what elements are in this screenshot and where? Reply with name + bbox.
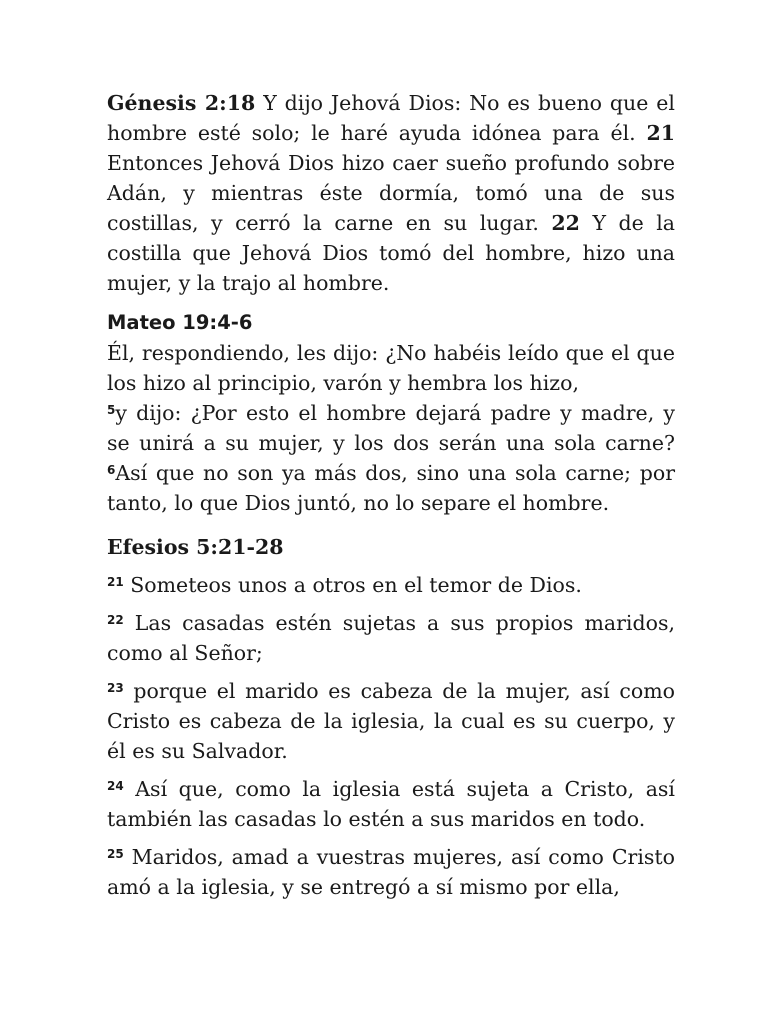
efesios-verse-text: Someteos unos a otros en el temor de Dios. [130,573,582,597]
mateo-verse-6-number: 6 [107,463,116,477]
genesis-verse-22: Y de la costilla que Jehová Dios tomó del hombre, hizo una mujer, y la trajo al hombre. [107,211,675,295]
genesis-verse-21-number: 21 [646,121,675,145]
document-page [107,88,675,902]
efesios-verse [107,774,675,834]
mateo-verse-5-number: 5 [107,403,116,417]
mateo-verse-5: y dijo: ¿Por esto el hombre dejará padre y madre, y se unirá a su mujer, y los dos serán una sola carne? [107,401,675,455]
efesios-verse-text: porque el marido es cabeza de la mujer, así como Cristo es cabeza de la iglesia, la cual es su cuerpo, y él es su Salvador. [107,679,675,763]
genesis-verse-22-number: 22 [551,211,580,235]
efesios-verse-text: Las casadas estén sujetas a sus propios maridos, como al Señor; [107,611,675,665]
genesis-passage [107,88,675,298]
efesios-verse-number: 23 [107,681,124,695]
efesios-verse-number: 25 [107,847,124,861]
efesios-verse-text: Así que, como la iglesia está sujeta a Cristo, así también las casadas lo estén a sus maridos en todo. [107,777,675,831]
efesios-verse [107,608,675,668]
mateo-verses-5-6 [107,398,675,518]
efesios-verse [107,676,675,766]
efesios-reference: Efesios 5:21-28 [107,535,284,559]
genesis-verse-18: Y dijo Jehová Dios: No es bueno que el hombre esté solo; le haré ayuda idónea para él. [107,91,675,145]
mateo-verse-6: Así que no son ya más dos, sino una sola carne; por tanto, lo que Dios juntó, no lo separe el hombre. [107,461,675,515]
efesios-verse-number: 21 [107,575,124,589]
genesis-reference: Génesis 2:18 [107,91,256,115]
efesios-verse-number: 22 [107,613,124,627]
efesios-verse [107,570,675,600]
mateo-reference: Mateo 19:4-6 [107,311,253,334]
genesis-verse-21: Entonces Jehová Dios hizo caer sueño profundo sobre Adán, y mientras éste dormía, tomó una de sus costillas, y cerró la carne en su lugar. [107,151,675,235]
efesios-verse-text: Maridos, amad a vuestras mujeres, así como Cristo amó a la iglesia, y se entregó a sí mismo por ella, [107,845,675,899]
efesios-verse-number: 24 [107,779,124,793]
mateo-verse-4: Él, respondiendo, les dijo: ¿No habéis leído que el que los hizo al principio, varón y hembra los hizo, [107,341,675,395]
efesios-verse [107,842,675,902]
